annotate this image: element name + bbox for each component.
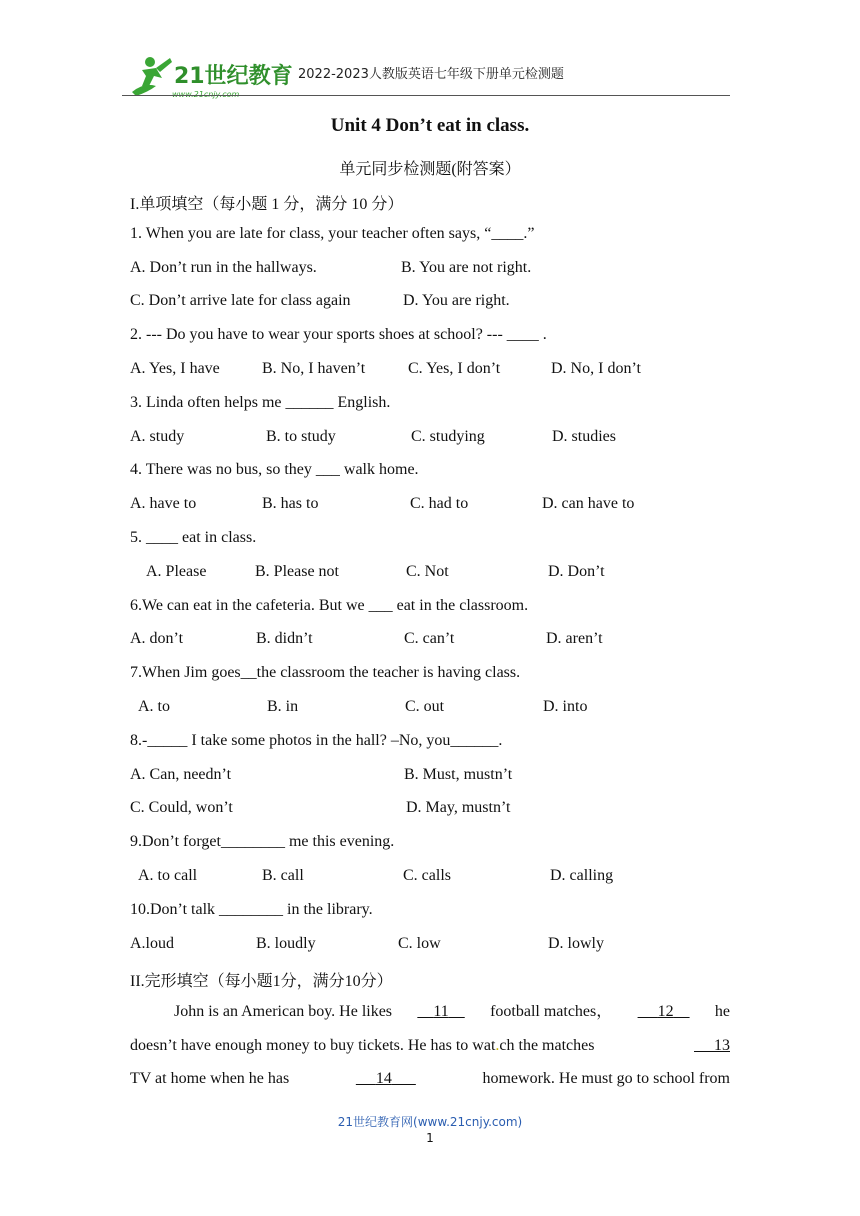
q3-option-d: D. studies [552, 428, 616, 445]
blank-12: 12 [657, 1003, 674, 1020]
passage-line-2 [130, 1029, 730, 1063]
q9-option-d: D. calling [550, 867, 614, 884]
q6-option-a: A. don’t [130, 630, 184, 647]
q7-option-a: A. to [138, 698, 170, 715]
q5-option-c: C. Not [406, 563, 449, 580]
q2-option-a: A. Yes, I have [130, 360, 220, 377]
blank-13: 13 [714, 1036, 730, 1054]
page-number: 1 [426, 1131, 434, 1145]
logo-text: 21世纪教育 [174, 64, 293, 89]
q10-option-c: C. low [398, 935, 441, 952]
passage-text: homework. He must go to school from [482, 1070, 730, 1088]
blank-11: 11 [433, 1003, 449, 1020]
q8-option-d: D. May, mustn’t [406, 799, 511, 816]
q5-option-a: A. Please [146, 563, 207, 580]
page-subtitle: 单元同步检测题(附答案） [339, 161, 521, 178]
q8-option-c: C. Could, won’t [130, 799, 233, 816]
q5-option-b: B. Please not [255, 563, 339, 580]
passage-line-1 [130, 995, 730, 1029]
q2-option-b: B. No, I haven’t [262, 360, 366, 377]
q7-option-d: D. into [543, 698, 588, 715]
cloze-passage [130, 995, 730, 1096]
footer-link[interactable]: 21世纪教育网(www.21cnjy.com) [337, 1115, 523, 1129]
question-9: 9.Don’t forget________ me this evening. [130, 833, 395, 850]
q4-option-b: B. has to [262, 495, 319, 512]
passage-line-3 [130, 1062, 730, 1096]
passage-text: football matches， [490, 1003, 613, 1020]
site-logo [126, 52, 296, 100]
q9-option-b: B. call [262, 867, 304, 884]
q9-option-c: C. calls [403, 867, 451, 884]
q10-option-a: A.loud [130, 935, 174, 952]
q6-option-d: D. aren’t [546, 630, 603, 647]
q7-option-c: C. out [405, 698, 445, 715]
q4-option-a: A. have to [130, 495, 197, 512]
q6-option-c: C. can’t [404, 630, 455, 647]
q6-option-b: B. didn’t [256, 630, 313, 647]
q8-option-b: B. Must, mustn’t [404, 766, 513, 783]
question-10: 10.Don’t talk ________ in the library. [130, 901, 373, 918]
question-2: 2. --- Do you have to wear your sports shoes at school? --- ____ . [130, 326, 547, 343]
passage-text: doesn’t have enough money to buy tickets. He has to wat.ch the matches [130, 1036, 595, 1054]
logo-url: www.21cnjy.com [172, 90, 240, 99]
question-3: 3. Linda often helps me ______ English. [130, 394, 391, 411]
question-5: 5. ____ eat in class. [130, 529, 257, 546]
q5-option-d: D. Don’t [548, 563, 605, 580]
q4-option-d: D. can have to [542, 495, 635, 512]
q1-option-b: B. You are not right. [401, 259, 532, 276]
section2-heading: II.完形填空（每小题1分，满分10分） [130, 973, 393, 990]
q3-option-c: C. studying [411, 428, 485, 445]
q10-option-b: B. loudly [256, 935, 316, 952]
passage-text: TV at home when he has [130, 1070, 290, 1088]
q8-option-a: A. Can, needn’t [130, 766, 232, 783]
q9-option-a: A. to call [138, 867, 198, 884]
q2-option-c: C. Yes, I don’t [408, 360, 501, 377]
runner-icon [132, 57, 172, 96]
header-doc-title: 2022-2023人教版英语七年级下册单元检测题 [298, 67, 564, 82]
question-1: 1. When you are late for class, your teacher often says, “____.” [130, 225, 535, 242]
question-4: 4. There was no bus, so they ___ walk home. [130, 461, 419, 478]
passage-text: he [714, 1003, 730, 1020]
q4-option-c: C. had to [410, 495, 469, 512]
q10-option-d: D. lowly [548, 935, 604, 952]
q1-option-d: D. You are right. [403, 292, 510, 309]
page-title: Unit 4 Don’t eat in class. [330, 115, 530, 136]
question-6: 6.We can eat in the cafeteria. But we ___ eat in the classroom. [130, 597, 529, 614]
passage-text: John is an American boy. He likes [174, 1003, 393, 1020]
q2-option-d: D. No, I don’t [551, 360, 641, 377]
blank-14: 14 [375, 1070, 392, 1088]
q3-option-b: B. to study [266, 428, 336, 445]
q1-option-c: C. Don’t arrive late for class again [130, 292, 351, 309]
header-divider [122, 95, 730, 96]
q1-option-a: A. Don’t run in the hallways. [130, 259, 317, 276]
section1-heading: I.单项填空（每小题 1 分，满分 10 分） [130, 196, 404, 213]
question-7: 7.When Jim goes__the classroom the teacher is having class. [130, 664, 521, 681]
q3-option-a: A. study [130, 428, 185, 445]
q7-option-b: B. in [267, 698, 299, 715]
question-8: 8.-_____ I take some photos in the hall? –No, you______. [130, 732, 503, 749]
